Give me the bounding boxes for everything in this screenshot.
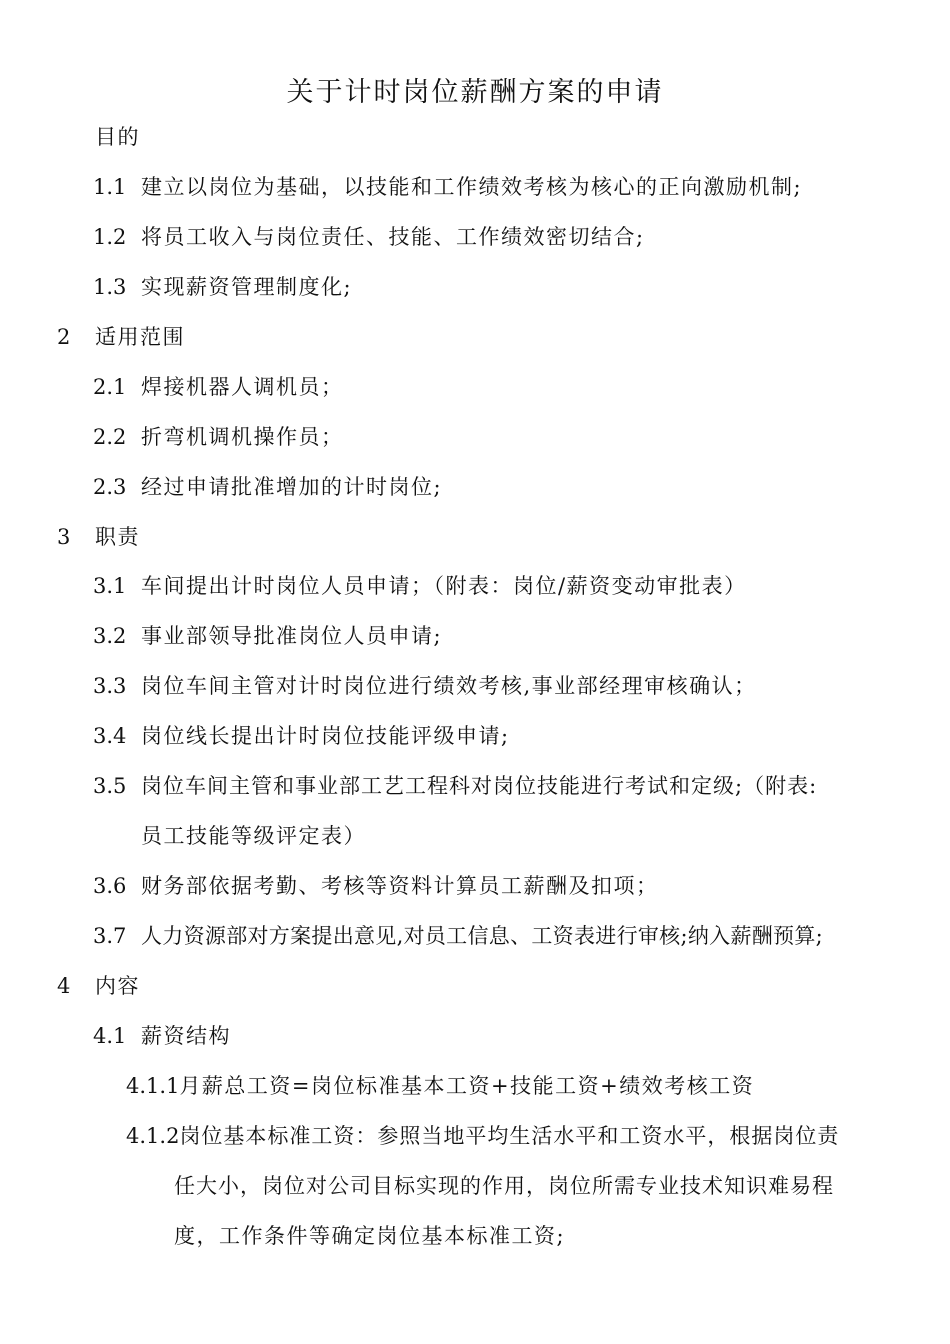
item-text: 财务部依据考勤、考核等资料计算员工薪酬及扣项；	[141, 874, 659, 898]
item-number: 3.2	[93, 624, 127, 648]
item-4-1-2	[126, 1121, 839, 1151]
section-2-heading	[57, 322, 185, 352]
item-text: 岗位车间主管和事业部工艺工程科对岗位技能进行考试和定级;（附表:	[141, 774, 818, 798]
item-text-continued: 任大小，岗位对公司目标实现的作用，岗位所需专业技术知识难易程	[174, 1174, 834, 1198]
item-4-1	[93, 1021, 231, 1051]
item-3-2	[93, 621, 442, 651]
item-number: 4.1.2	[126, 1124, 180, 1148]
item-2-1	[93, 372, 344, 402]
item-1-2	[93, 222, 645, 252]
item-3-5-continued	[141, 821, 366, 851]
item-text: 月薪总工资=岗位标准基本工资+技能工资+绩效考核工资	[179, 1074, 755, 1098]
section-1-title: 目的	[95, 125, 140, 149]
section-title: 适用范围	[95, 325, 185, 349]
item-3-3	[93, 671, 757, 701]
item-4-1-2-continued-1	[174, 1171, 834, 1201]
item-text-continued: 度，工作条件等确定岗位基本标准工资;	[174, 1224, 566, 1248]
section-1-heading	[95, 122, 140, 152]
item-number: 1.1	[93, 175, 127, 199]
item-number: 2.3	[93, 475, 127, 499]
item-text: 折弯机调机操作员；	[141, 425, 344, 449]
item-text: 将员工收入与岗位责任、技能、工作绩效密切结合;	[141, 225, 645, 249]
item-text: 岗位车间主管对计时岗位进行绩效考核,事业部经理审核确认；	[141, 674, 757, 698]
section-3-heading	[57, 522, 140, 552]
item-number: 3.5	[93, 774, 127, 798]
item-number: 3.1	[93, 574, 127, 598]
item-number: 3.7	[93, 924, 127, 948]
document-title: 关于计时岗位薪酬方案的申请	[286, 77, 664, 108]
item-number: 3.4	[93, 724, 127, 748]
item-number: 2.1	[93, 375, 127, 399]
item-text: 事业部领导批准岗位人员申请;	[141, 624, 443, 648]
item-number: 4.1	[93, 1024, 127, 1048]
section-4-heading	[57, 971, 140, 1001]
item-text: 经过申请批准增加的计时岗位;	[141, 475, 443, 499]
item-2-3	[93, 472, 442, 502]
item-4-1-1	[126, 1071, 754, 1101]
section-number: 2	[57, 325, 71, 349]
item-3-5	[93, 771, 817, 801]
item-1-1	[93, 172, 802, 202]
item-text: 实现薪资管理制度化;	[141, 275, 353, 299]
item-number: 4.1.1	[126, 1074, 180, 1098]
item-text: 薪资结构	[141, 1024, 231, 1048]
item-text: 焊接机器人调机员；	[141, 375, 344, 399]
item-3-6	[93, 871, 659, 901]
section-number: 4	[57, 974, 71, 998]
item-3-7	[93, 921, 823, 951]
item-number: 1.2	[93, 225, 127, 249]
item-text: 建立以岗位为基础，以技能和工作绩效考核为核心的正向激励机制;	[141, 175, 803, 199]
item-text: 人力资源部对方案提出意见,对员工信息、工资表进行审核;纳入薪酬预算;	[141, 924, 824, 948]
item-number: 1.3	[93, 275, 127, 299]
item-text: 岗位基本标准工资：参照当地平均生活水平和工资水平，根据岗位责	[179, 1124, 840, 1148]
item-number: 3.3	[93, 674, 127, 698]
item-3-4	[93, 721, 510, 751]
item-number: 3.6	[93, 874, 127, 898]
item-number: 2.2	[93, 425, 127, 449]
section-title: 职责	[95, 525, 140, 549]
section-number: 3	[57, 525, 71, 549]
item-3-1	[93, 571, 747, 601]
item-text-continued: 员工技能等级评定表）	[141, 824, 366, 848]
item-1-3	[93, 272, 352, 302]
item-2-2	[93, 422, 344, 452]
item-text: 车间提出计时岗位人员申请；（附表：岗位/薪资变动审批表）	[141, 574, 747, 598]
section-title: 内容	[95, 974, 140, 998]
item-text: 岗位线长提出计时岗位技能评级申请;	[141, 724, 510, 748]
item-4-1-2-continued-2	[174, 1221, 565, 1251]
